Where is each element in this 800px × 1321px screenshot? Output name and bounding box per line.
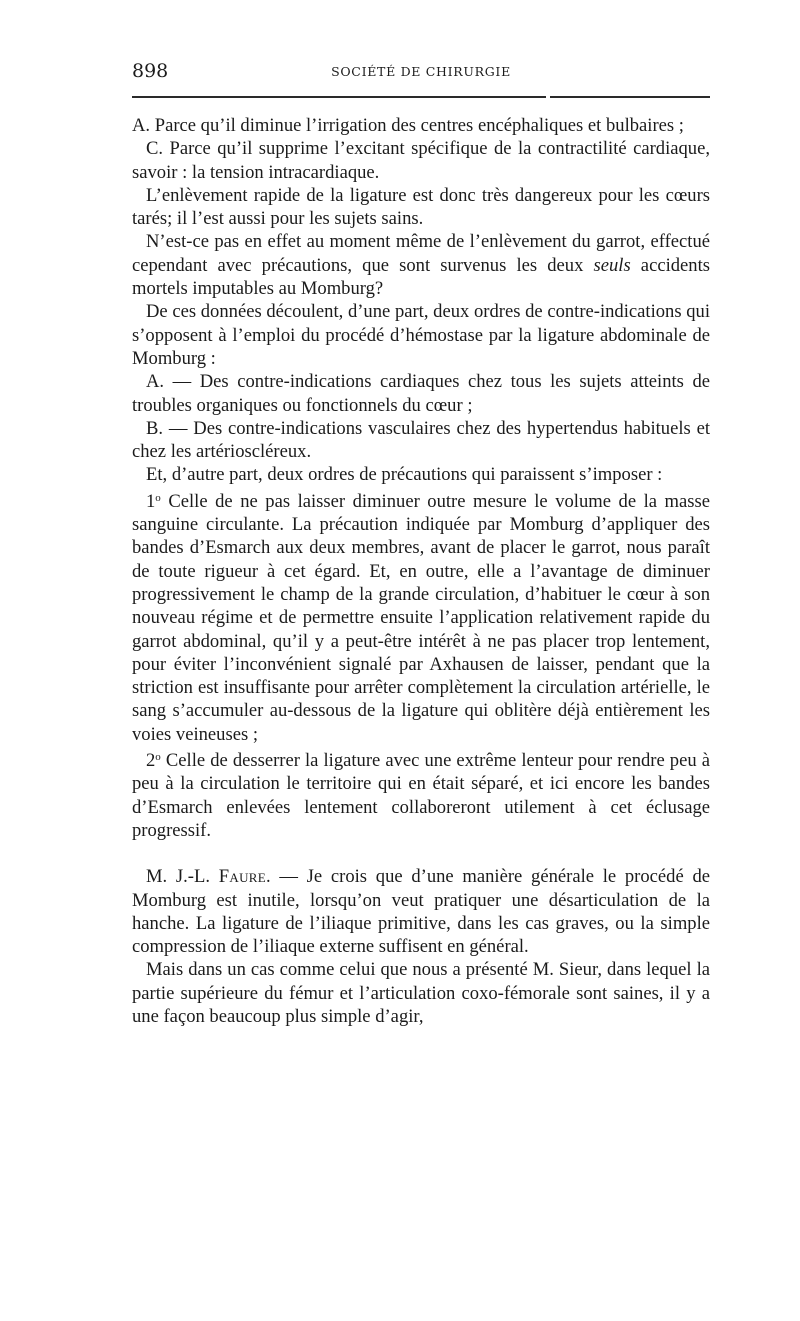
paragraph: 1$^o$ Celle de ne pas laisser diminuer outre mesure le volume de la masse sanguine circulante. La précaution indiquée par Momburg d’appliquer des bandes d’Esmarch aux deux membres, avant de placer le garrot, nous paraît de toute rigueur à cet égard. Et, en outre, elle a l’avantage de diminuer progressivement le champ de la grande circulation, d’habituer le cœur à son nouveau régime et de permettre ensuite l’application relativement rapide du garrot abdominal, qu’il y a peut-être intérêt à ne pas placer trop lentement, pour éviter l’inconvénient signalé par Axhausen de laisser, pendant que la striction est insuffisante pour arrêter complètement la circulation artérielle, le sang s’accumuler au-dessous de la ligature qui oblitère déjà entièrement les voies veineuses ; [132,490,710,745]
paragraph: B. — Des contre-indications vasculaires chez des hypertendus habituels et chez les artérioscléreux. [132,417,710,463]
speaker-prefix: M. J.-L. [146,866,219,888]
paragraph: De ces données découlent, d’une part, deux ordres de contre-indications qui s’opposent à l’emploi du procédé d’hémostase par la ligature abdominale de Momburg : [132,301,710,369]
paragraph: Mais dans un cas comme celui que nous a présenté M. Sieur, dans lequel la partie supérieure du fémur et l’articulation coxo-fémorale sont saines, il y a une façon beaucoup plus simple d’agir, [132,959,710,1027]
body-text [132,114,710,1028]
paragraph: A. — Des contre-indications cardiaques chez tous les sujets atteints de troubles organiques ou fonctionnels du cœur ; [132,371,710,416]
header-rule [550,96,710,98]
speech-paragraph: M. J.-L. Faure. — Je crois que d’une manière générale le procédé de Momburg est inutile, lorsqu’on veut pratiquer une désarticulation de la hanche. La ligature de l’iliaque primitive, dans les cas graves, ou la simple compression de l’iliaque externe suffisent en général. [132,866,710,958]
paragraph: L’enlèvement rapide de la ligature est donc très dangereux pour les cœurs tarés; il l’est aussi pour les sujets sains. [132,184,710,230]
speaker-name: Faure [218,866,266,888]
paragraph: C. Parce qu’il supprime l’excitant spécifique de la contractilité cardiaque, savoir : la tension intracardiaque. [132,138,710,183]
page-number: 898 [132,60,169,82]
paragraph: N’est-ce pas en effet au moment même de l’enlèvement du garrot, effectué cependant avec précautions, que sont survenus les deux seuls accidents mortels imputables au Momburg? [132,231,710,300]
emphasis: seuls [593,254,631,276]
paragraph: A. Parce qu’il diminue l’irrigation des centres encéphaliques et bulbaires ; [132,115,684,136]
page-header [132,58,710,84]
running-title: SOCIÉTÉ DE CHIRURGIE [331,64,511,79]
paragraph: Et, d’autre part, deux ordres de précautions qui paraissent s’imposer : [146,464,663,486]
header-rule [132,96,546,98]
paragraph: 2$^o$ Celle de desserrer la ligature avec une extrême lenteur pour rendre peu à peu à la circulation le territoire qui en était séparé, et ici encore les bandes d’Esmarch enlevées lentement collaboreront utilement à cet éclusage progressif. [132,750,710,841]
